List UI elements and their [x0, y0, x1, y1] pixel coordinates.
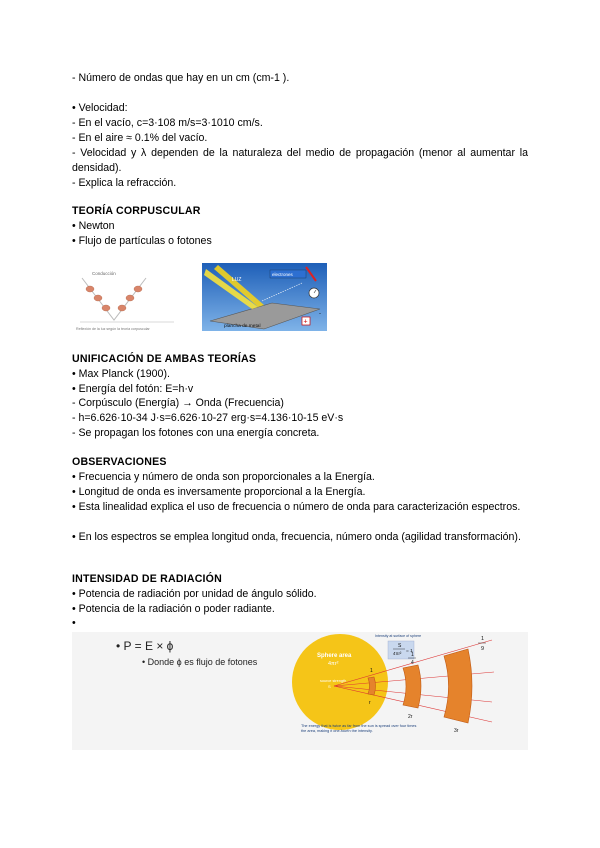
bullet: • [72, 617, 76, 629]
source-s: S [328, 684, 331, 689]
section-title-corpuscular: TEORÍA CORPUSCULAR [72, 205, 201, 217]
section-title-unificacion: UNIFICACIÓN DE AMBAS TEORÍAS [72, 353, 257, 365]
text-line: - En el aire ≈ 0.1% del vacío. [72, 132, 208, 144]
reflection-figure [72, 262, 182, 332]
intensity-label: Intensity at surface of sphere [375, 634, 422, 638]
formula-sub: • Donde ϕ es flujo de fotones [142, 657, 258, 667]
radius-2r: 2r [408, 714, 413, 720]
text-line: - En el vacío, c=3·108 m/s=3·1010 cm/s. [72, 117, 263, 129]
fraction-quarter-num: 1 [411, 652, 414, 658]
figure-note: The energy that is twice as far from the sun is spread over four times the area, making it one-fourth the intensity. [301, 724, 417, 733]
bullet: • Flujo de partículas o fotones [72, 235, 212, 247]
source-label: source strength [320, 679, 347, 683]
surface-2 [403, 665, 421, 708]
frac-den: 4πr² [393, 651, 402, 656]
plancha-label: plancha de metal [224, 324, 261, 329]
text-line: - Velocidad y λ dependen de la naturaleza del medio de propagación (menor al aumentar la densidad). [72, 147, 528, 174]
text-line: - Explica la refracción. [72, 177, 177, 189]
bullet: • Esta linealidad explica el uso de frecuencia o número de onda para caracterización espectros. [72, 501, 521, 513]
bullet: • Newton [72, 220, 115, 232]
intensity-figure [72, 632, 528, 750]
frac-num: S [398, 643, 402, 649]
bullet: • Frecuencia y número de onda son proporcionales a la Energía. [72, 471, 375, 483]
plus-sign: + [303, 318, 308, 326]
bullet: - Corpúsculo (Energía) → Onda (Frecuencia) [72, 397, 284, 409]
formula: • P = E × ϕ [116, 639, 174, 653]
bullet: • Potencia de la radiación o poder radiante. [72, 603, 275, 615]
figure-caption: Reflexión de la luz según la teoría corpuscular [76, 327, 150, 331]
surface-3 [444, 649, 472, 723]
sphere-title: Sphere area [317, 653, 352, 659]
bullet: - h=6.626·10-34 J·s=6.626·10-27 erg·s=4.136·10-15 eV·s [72, 412, 344, 424]
photoelectric-figure [202, 263, 327, 331]
minus-sign: - [319, 311, 321, 317]
bullet: • En los espectros se emplea longitud onda, frecuencia, número onda (agilidad transformación). [72, 531, 521, 543]
section-title-intensidad: INTENSIDAD DE RADIACIÓN [72, 573, 222, 585]
section-title-observaciones: OBSERVACIONES [72, 456, 167, 468]
bullet: • Longitud de onda es inversamente proporcional a la Energía. [72, 486, 366, 498]
radius-3r: 3r [454, 728, 459, 734]
fraction-one: 1 [370, 668, 373, 674]
fraction-ninth-den: 9 [481, 646, 485, 652]
fraction-ninth-num: 1 [481, 636, 485, 642]
bullet: - Se propagan los fotones con una energía concreta. [72, 427, 320, 439]
electrones-label: electrones [272, 272, 293, 277]
luz-label: LUZ [232, 277, 242, 283]
bullet: • Energía del fotón: E=h·v [72, 383, 194, 395]
text-line: - Número de ondas que hay en un cm (cm-1 ). [72, 72, 290, 84]
figure-label: Conducción [92, 271, 116, 276]
bullet: • Potencia de radiación por unidad de ángulo sólido. [72, 588, 317, 600]
eq-one: = 1 [406, 649, 413, 654]
bullet: • Max Planck (1900). [72, 368, 170, 380]
radius-r: r [369, 700, 371, 706]
sphere-formula: 4πr² [328, 661, 339, 667]
text-line: • Velocidad: [72, 102, 128, 114]
fraction-quarter-den: 4 [411, 660, 414, 666]
